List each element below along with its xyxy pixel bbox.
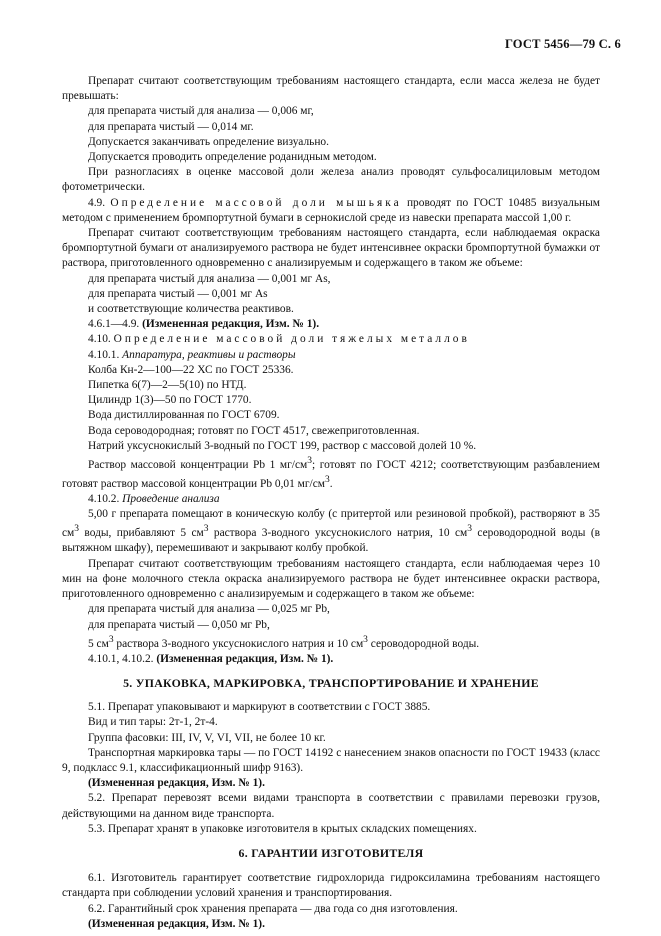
paragraph-s5p5: (Измененная редакция, Изм. № 1). xyxy=(88,777,265,790)
paragraph-s5p1: 5.1. Препарат упаковывают и маркируют в соответствии с ГОСТ 3885. xyxy=(88,701,431,714)
paragraph-p14: 4.10.1. Аппаратура, реактивы и растворы xyxy=(88,348,296,361)
paragraph-p27: 5 $см^3$ раствора 3-водного уксуснокислого натрия и 10 $см^3$ сероводородной воды. xyxy=(88,634,480,650)
paragraph-p4: Допускается заканчивать определение визуально. xyxy=(88,135,329,148)
paragraph-p26: для препарата чистый — 0,050 мг Pb, xyxy=(88,618,270,631)
paragraph-p10: для препарата чистый — 0,001 мг As xyxy=(88,287,268,300)
paragraph-p24: Препарат считают соответствующим требованиям настоящего стандарта, если наблюдаемая через 10 мин на фоне молочного стекла окраска анализируемого раствора не будет интенсивнее окраски раствора, приготовленного одновременно с анализируемым и содержащего в таком же объеме: xyxy=(62,557,600,601)
paragraph-s5p2: Вид и тип тары: 2т-1, 2т-4. xyxy=(88,716,218,729)
paragraph-p21: Раствор массовой концентрации Pb 1 $мг/см^3$; готовят по ГОСТ 4212; соответствующим разбавлением готовят раствор массовой концентрации Pb 0,01 $мг/см^3$. xyxy=(62,456,601,490)
paragraph-s5p6: 5.2. Препарат перевозят всеми видами транспорта в соответствии с правилами перевозки грузов, действующими на данном виде транспорта. xyxy=(62,792,600,820)
paragraph-p5: Допускается проводить определение роданидным методом. xyxy=(88,151,377,164)
paragraph-p12: 4.6.1—4.9. (Измененная редакция, Изм. № 1). xyxy=(88,318,320,331)
paragraph-p22: 4.10.2. Проведение анализа xyxy=(88,493,220,506)
paragraph-s6p1: 6.1. Изготовитель гарантирует соответствие гидрохлорида гидроксиламина требованиям настоящего стандарта при соблюдении условий хранения и транспортирования. xyxy=(62,872,600,900)
paragraph-s5p4: Транспортная маркировка тары — по ГОСТ 14192 с нанесением знаков опасности по ГОСТ 19433 (класс 9, подкласс 9.1, классификационный шифр 9163). xyxy=(62,746,600,774)
paragraph-p11: и соответствующие количества реактивов. xyxy=(88,303,294,316)
paragraph-p13: 4.10. Определение массовой доли тяжелых металлов xyxy=(88,333,470,346)
paragraph-p3: для препарата чистый — 0,014 мг. xyxy=(88,120,254,133)
section-6-body xyxy=(62,871,600,932)
paragraph-p17: Цилиндр 1(3)—50 по ГОСТ 1770. xyxy=(88,394,252,407)
paragraph-p19: Вода сероводородная; готовят по ГОСТ 4517, свежеприготовленная. xyxy=(88,424,420,437)
paragraph-p1: Препарат считают соответствующим требованиям настоящего стандарта, если масса железа не будет превышать: xyxy=(62,75,600,103)
paragraph-s6p3: (Измененная редакция, Изм. № 1). xyxy=(88,917,265,930)
paragraph-s5p7: 5.3. Препарат хранят в упаковке изготовителя в крытых складских помещениях. xyxy=(88,822,477,835)
paragraph-p8: Препарат считают соответствующим требованиям настоящего стандарта, если наблюдаемая окраска бромпортутной бумаги от анализируемого раствора не будет интенсивнее окраски бромпортутной бумажки от раствора, приготовленного одновременно с анализируемым и содержащего в таком же объеме: xyxy=(62,227,600,270)
section-6-heading: 6. ГАРАНТИИ ИЗГОТОВИТЕЛЯ xyxy=(238,845,424,860)
paragraph-p23: 5,00 г препарата помещают в коническую колбу (с притертой или резиновой пробкой), растворяют в 35 $см^3$ воды, прибавляют 5 $см^3$ раствора 3-водного уксуснокислого натрия, 10 $см^3$ сероводородной воды (в вытяжном шкафу), перемешивают и закрывают колбу пробкой. xyxy=(62,508,600,555)
paragraph-s5p3: Группа фасовки: III, IV, V, VI, VII, не более 10 кг. xyxy=(88,731,326,744)
paragraph-p7: 4.9. Определение массовой доли мышьяка проводят по ГОСТ 10485 визуальным методом с применением бромпортутной бумаги в сернокислой среде из навески препарата массой 1,00 г. xyxy=(62,196,600,224)
paragraph-p6: При разногласиях в оценке массовой доли железа анализ проводят сульфосалициловым методом фотометрически. xyxy=(62,166,600,194)
page-header: ГОСТ 5456—79 С. 6 xyxy=(504,37,621,51)
paragraph-p20: Натрий уксуснокислый 3-водный по ГОСТ 199, раствор с массовой долей 10 %. xyxy=(88,439,477,452)
paragraph-p2: для препарата чистый для анализа — 0,006 мг, xyxy=(88,105,314,118)
section-5-body xyxy=(62,700,600,837)
paragraph-p25: для препарата чистый для анализа — 0,025 мг Pb, xyxy=(88,603,330,616)
section-4-continued xyxy=(62,74,600,667)
document-body xyxy=(62,74,600,932)
paragraph-p18: Вода дистиллированная по ГОСТ 6709. xyxy=(88,409,280,422)
paragraph-p28: 4.10.1, 4.10.2. (Измененная редакция, Изм. № 1). xyxy=(88,652,334,665)
paragraph-p9: для препарата чистый для анализа — 0,001 мг As, xyxy=(88,272,331,285)
paragraph-p15: Колба Кн-2—100—22 ХС по ГОСТ 25336. xyxy=(88,363,294,376)
section-5-heading: 5. УПАКОВКА, МАРКИРОВКА, ТРАНСПОРТИРОВАНИЕ И ХРАНЕНИЕ xyxy=(123,675,539,690)
paragraph-s6p2: 6.2. Гарантийный срок хранения препарата — два года со дня изготовления. xyxy=(88,902,458,915)
paragraph-p16: Пипетка 6(7)—2—5(10) по НТД. xyxy=(88,379,247,392)
